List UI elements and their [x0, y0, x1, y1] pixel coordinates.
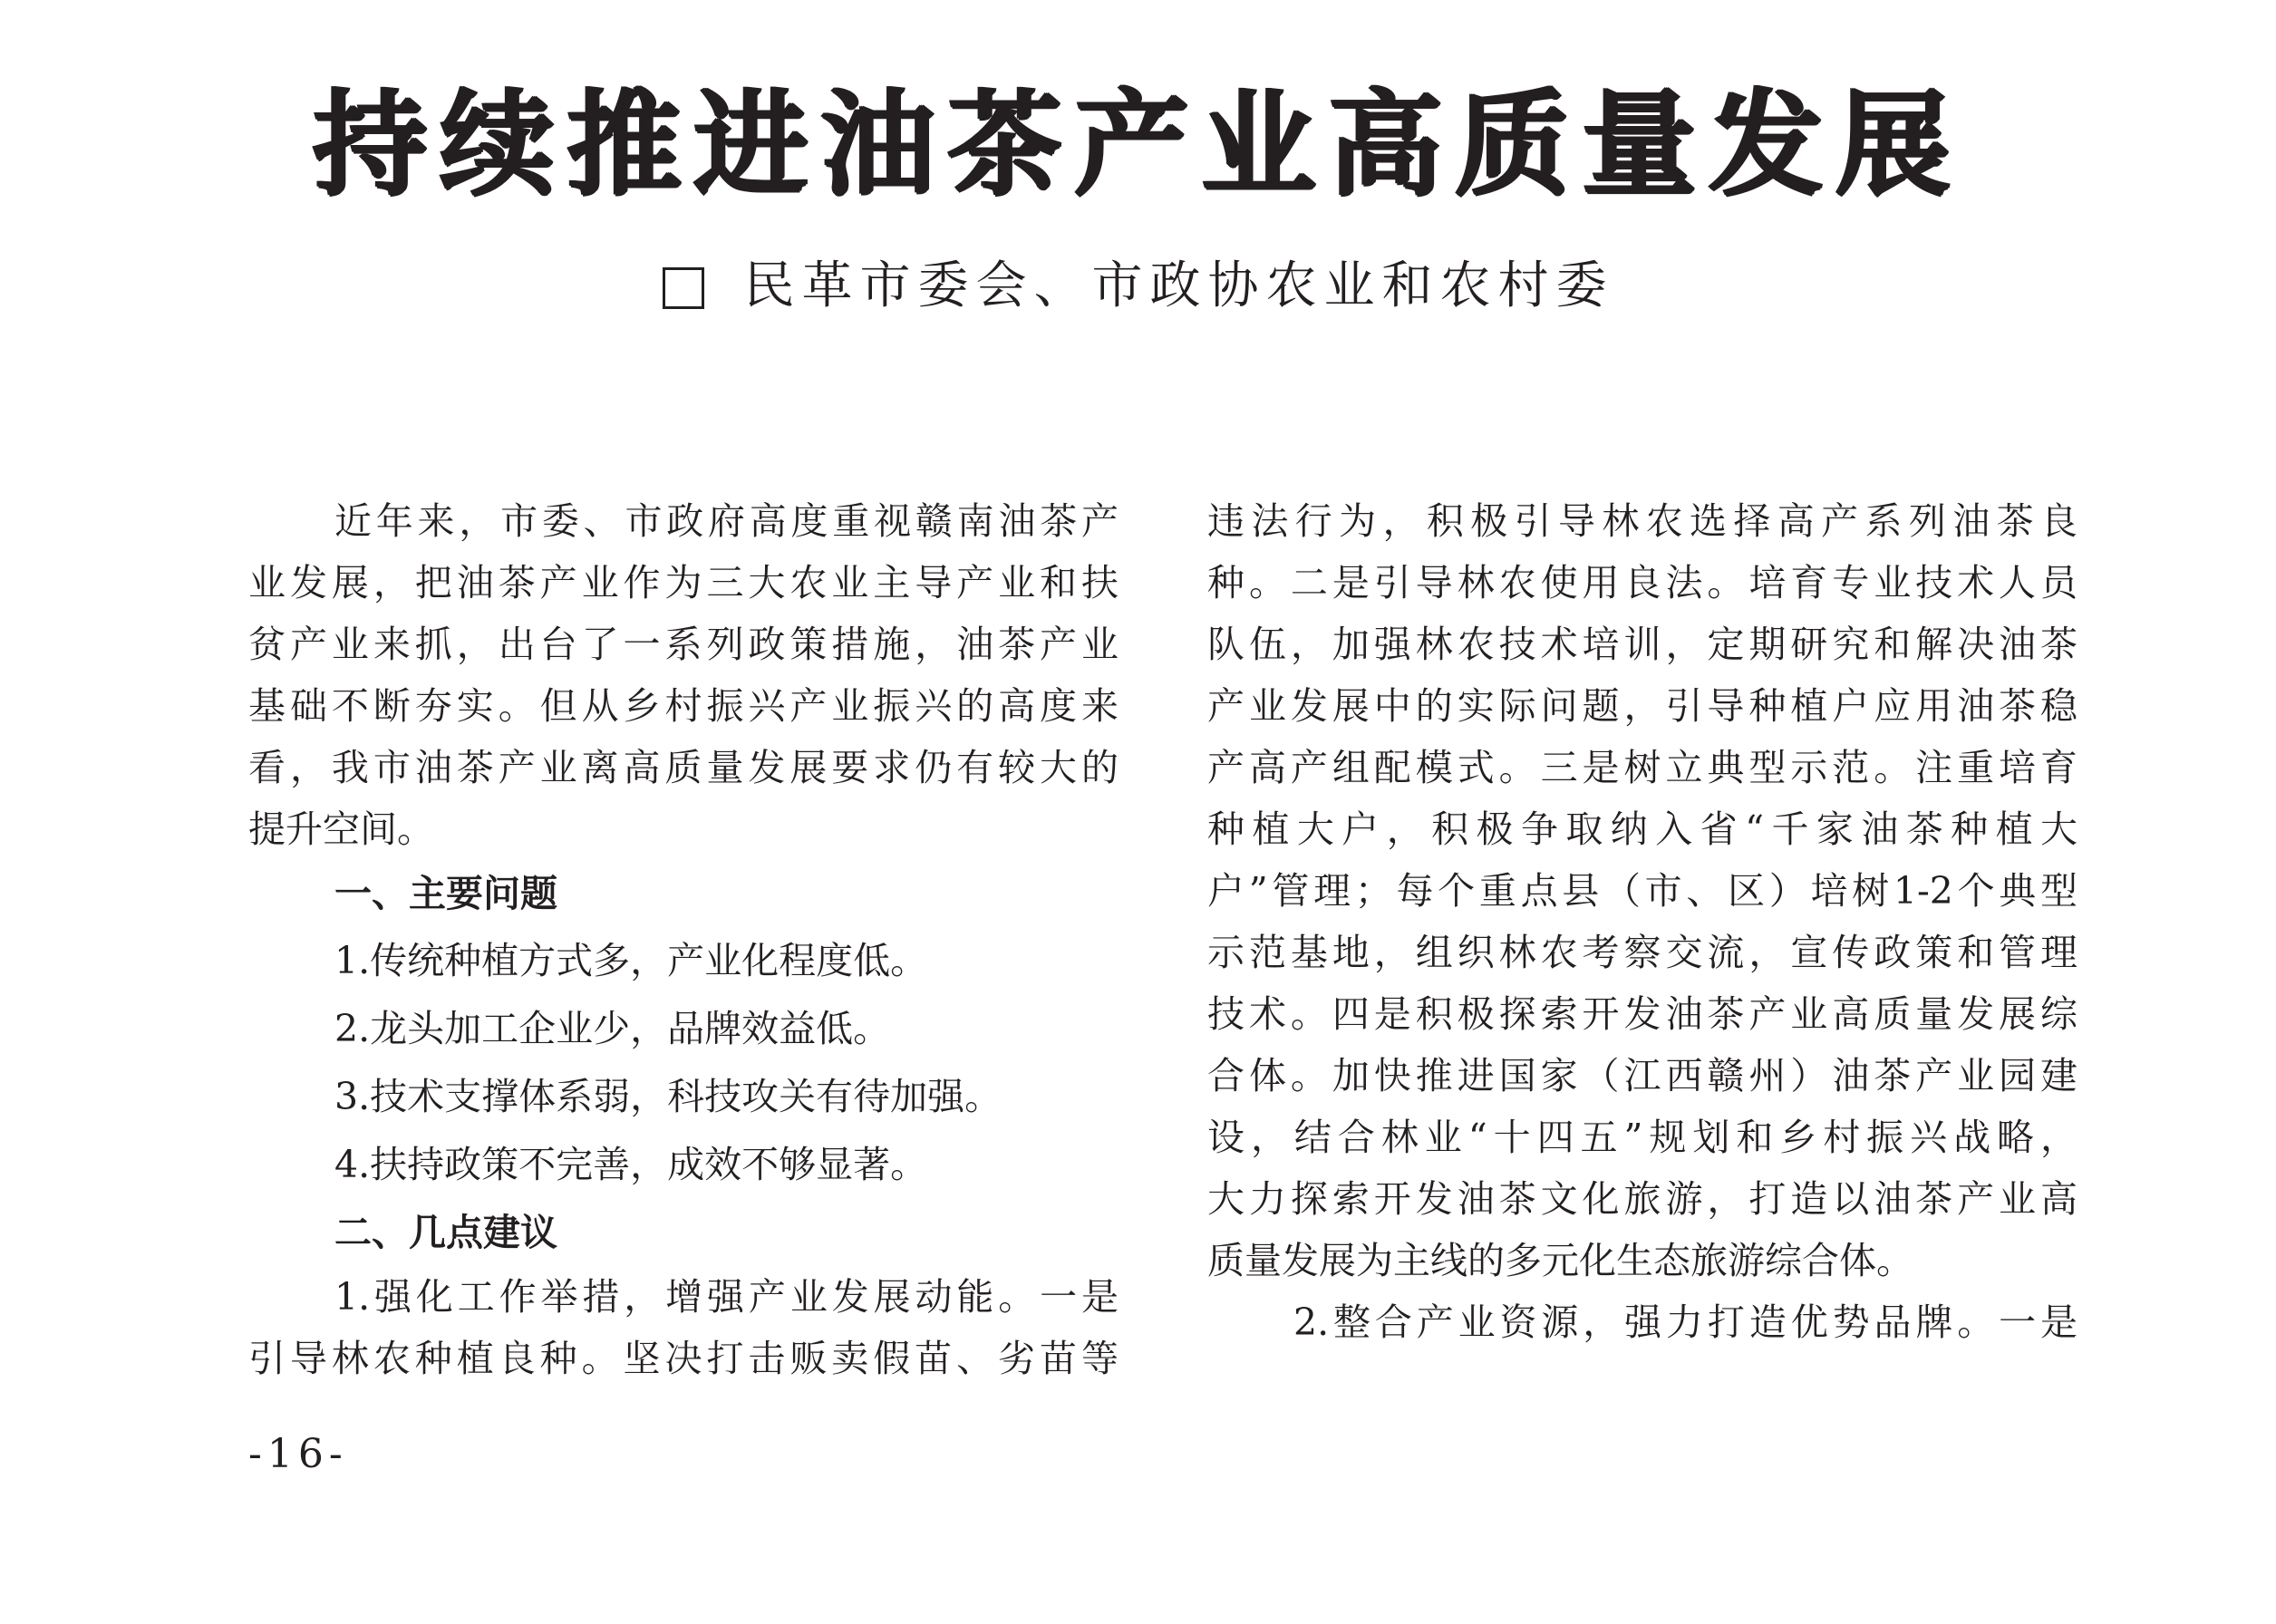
- body-line: 基础不断夯实。但从乡村振兴产业振兴的高度来: [248, 684, 1119, 728]
- body-line: 合体。加快推进国家（江西赣州）油茶产业园建: [1207, 1054, 2077, 1097]
- body-line: 技术。四是积极探索开发油茶产业高质量发展综: [1207, 992, 2077, 1036]
- body-line: 产高产组配模式。三是树立典型示范。注重培育: [1207, 746, 2077, 789]
- body-line: 种植大户，积极争取纳入省“千家油茶种植大: [1207, 807, 2077, 851]
- problem-item: 3.技术支撑体系弱，科技攻关有待加强。: [334, 1075, 1002, 1118]
- problem-item: 2.龙头加工企业少，品牌效益低。: [334, 1007, 891, 1050]
- body-line: 户”管理；每个重点县（市、区）培树1-2个典型: [1207, 869, 2077, 913]
- body-line: 2.整合产业资源，强力打造优势品牌。一是: [1293, 1300, 2077, 1344]
- body-line: 1.强化工作举措，增强产业发展动能。一是: [334, 1275, 1119, 1319]
- article-byline: [0, 254, 2276, 319]
- body-line: 近年来，市委、市政府高度重视赣南油茶产: [334, 499, 1119, 543]
- body-line: 贫产业来抓，出台了一系列政策措施，油茶产业: [248, 623, 1119, 666]
- problem-item: 1.传统种植方式多，产业化程度低。: [334, 939, 928, 982]
- body-line: 质量发展为主线的多元化生态旅游综合体。: [1207, 1239, 1913, 1282]
- article-title: 持续推进油茶产业高质量发展: [313, 78, 1963, 211]
- body-line: 提升空间。: [248, 807, 434, 851]
- body-line: 业发展，把油茶产业作为三大农业主导产业和扶: [248, 561, 1119, 604]
- body-line: 设，结合林业“十四五”规划和乡村振兴战略，: [1207, 1116, 2077, 1159]
- body-line: 看，我市油茶产业离高质量发展要求仍有较大的: [248, 746, 1119, 789]
- body-line: 大力探索开发油茶文化旅游，打造以油茶产业高: [1207, 1177, 2077, 1221]
- section-heading-problems: 一、主要问题: [334, 872, 557, 915]
- right-column: [1207, 490, 2077, 1353]
- body-line: 违法行为，积极引导林农选择高产系列油茶良: [1207, 499, 2077, 543]
- body-line: 产业发展中的实际问题，引导种植户应用油茶稳: [1207, 684, 2077, 728]
- body-line: 种。二是引导林农使用良法。培育专业技术人员: [1207, 561, 2077, 604]
- left-column: [248, 490, 1119, 1389]
- body-line: 队伍，加强林农技术培训，定期研究和解决油茶: [1207, 623, 2077, 666]
- section-heading-suggestions: 二、几点建议: [334, 1211, 557, 1254]
- byline-box-icon: [663, 267, 704, 309]
- body-line: 引导林农种植良种。坚决打击贩卖假苗、劣苗等: [248, 1337, 1119, 1380]
- byline-text: 民革市委会、市政协农业和农村委: [743, 256, 1614, 315]
- problem-item: 4.扶持政策不完善，成效不够显著。: [334, 1143, 928, 1186]
- body-line: 示范基地，组织林农考察交流，宣传政策和管理: [1207, 931, 2077, 974]
- page-number: -16-: [248, 1431, 348, 1477]
